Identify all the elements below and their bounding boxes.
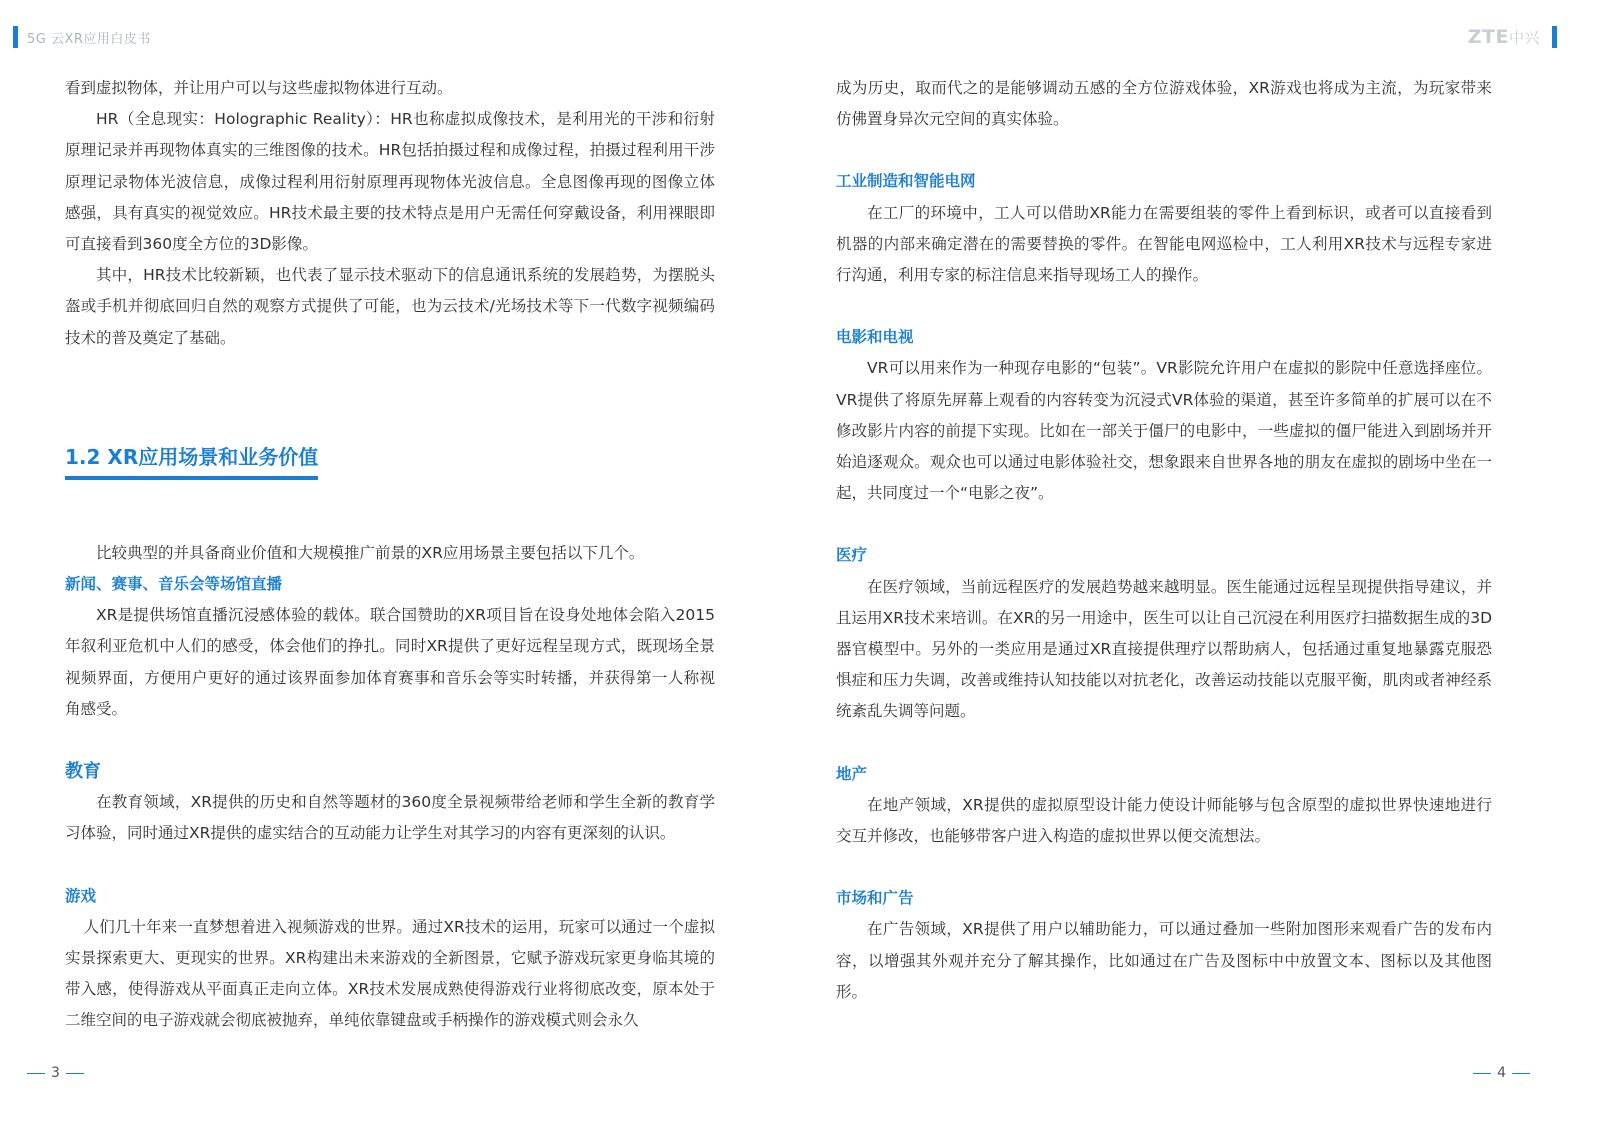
paragraph-scenes-intro: 比较典型的并具备商业价值和大规模推广前景的XR应用场景主要包括以下几个。 bbox=[96, 543, 645, 562]
paragraph-news: XR是提供场馆直播沉浸感体验的载体。联合国赞助的XR项目旨在设身处地体会陷入2015年叙利亚危机中人们的感受，体会他们的挣扎。同时XR提供了更好远程呈现方式，既现场全景视频界面，方便用户更好的通过该界面参加体育赛事和音乐会等实时转播，并获得第一人称视角感受。 bbox=[65, 606, 715, 718]
heading-film: 电影和电视 bbox=[836, 328, 914, 347]
logo-cjk: 中兴 bbox=[1508, 29, 1540, 47]
page-number-text: 4 bbox=[1497, 1065, 1506, 1081]
paragraph-education: 在教育领域，XR提供的历史和自然等题材的360度全景视频带给老师和学生全新的教育学习体验，同时通过XR提供的虚实结合的互动能力让学生对其学习的内容有更深刻的认识。 bbox=[65, 793, 715, 843]
heading-marketing: 市场和广告 bbox=[836, 889, 914, 908]
page-number-text: 3 bbox=[51, 1065, 60, 1081]
right-column bbox=[836, 73, 1492, 1008]
paragraph-real-estate: 在地产领域，XR提供的虚拟原型设计能力使设计师能够与包含原型的虚拟世界快速地进行交互并修改，也能够带客户进入构造的虚拟世界以便交流想法。 bbox=[836, 795, 1492, 846]
page-number-left bbox=[27, 1065, 84, 1081]
heading-real-estate: 地产 bbox=[836, 764, 868, 783]
paragraph-hr: HR（全息现实：Holographic Reality）：HR也称虚拟成像技术，是利用光的干涉和衍射原理记录并再现物体真实的三维图像的技术。HR包括拍摄过程和成像过程，拍摄过程利用干涉原理记录物体光波信息，成像过程利用衍射原理再现物体光波信息。全息图像再现的图像立体感强，具有真实的视觉效应。HR技术最主要的技术特点是用户无需任何穿戴设备，利用裸眼即可直接看到360度全方位的3D影像。 bbox=[65, 110, 715, 254]
section-heading: 1.2 XR应用场景和业务价值 bbox=[65, 442, 318, 480]
document-title: 5G 云XR应用白皮书 bbox=[27, 32, 151, 47]
page-number-line bbox=[66, 1073, 84, 1074]
page-number-line bbox=[1512, 1073, 1530, 1074]
page-number-line bbox=[27, 1073, 45, 1074]
page-number-right bbox=[1473, 1065, 1530, 1081]
heading-games: 游戏 bbox=[65, 886, 97, 905]
right-page bbox=[784, 0, 1568, 1104]
page-number-line bbox=[1473, 1073, 1491, 1074]
paragraph-intro-end: 看到虚拟物体，并让用户可以与这些虚拟物体进行互动。 bbox=[65, 79, 453, 97]
paragraph-medical: 在医疗领域，当前远程医疗的发展趋势越来越明显。医生能通过远程呈现提供指导建议，并且运用XR技术来培训。在XR的另一用途中，医生可以让自己沉浸在利用医疗扫描数据生成的3D器官模型中。另外的一类应用是通过XR直接提供理疗以帮助病人，包括通过重复地暴露克服恐惧症和压力失调，改善或维持认知技能以对抗老化，改善运动技能以克服平衡，肌肉或者神经系统紊乱失调等问题。 bbox=[836, 577, 1492, 721]
paragraph-games-continued: 成为历史，取而代之的是能够调动五感的全方位游戏体验，XR游戏也将成为主流，为玩家带来仿佛置身异次元空间的真实体验。 bbox=[836, 79, 1492, 129]
heading-industry: 工业制造和智能电网 bbox=[836, 172, 976, 191]
header-accent-bar bbox=[13, 26, 18, 48]
logo-latin: ZTE bbox=[1467, 26, 1509, 48]
paragraph-games: 人们几十年来一直梦想着进入视频游戏的世界。通过XR技术的运用，玩家可以通过一个虚拟实景探索更大、更现实的世界。XR构建出未来游戏的全新图景，它赋予游戏玩家更身临其境的带入感，使得游戏从平面真正走向立体。XR技术发展成熟使得游戏行业将彻底改变，原本处于二维空间的电子游戏就会彻底被抛弃，单纯依靠键盘或手柄操作的游戏模式则会永久 bbox=[65, 917, 715, 1030]
zte-logo bbox=[1468, 26, 1540, 48]
left-page bbox=[0, 0, 784, 1104]
paragraph-marketing: 在广告领域，XR提供了用户以辅助能力，可以通过叠加一些附加图形来观看广告的发布内容，以增强其外观并充分了解其操作，比如通过在广告及图标中中放置文本、图标以及其他图形。 bbox=[836, 920, 1492, 1001]
paragraph-film: VR可以用来作为一种现存电影的“包装”。VR影院允许用户在虚拟的影院中任意选择座位。VR提供了将原先屏幕上观看的内容转变为沉浸式VR体验的渠道，甚至许多简单的扩展可以在不修改影片内容的前提下实现。比如在一部关于僵尸的电影中，一些虚拟的僵尸能进入到剧场并开始追逐观众。观众也可以通过电影体验社交，想象跟来自世界各地的朋友在虚拟的剧场中坐在一起，共同度过一个“电影之夜”。 bbox=[836, 359, 1492, 503]
heading-news: 新闻、赛事、音乐会等场馆直播 bbox=[65, 575, 283, 594]
paragraph-hr-trend: 其中，HR技术比较新颖，也代表了显示技术驱动下的信息通讯系统的发展趋势，为摆脱头盔或手机并彻底回归自然的观察方式提供了可能，也为云技术/光场技术等下一代数字视频编码技术的普及奠定了基础。 bbox=[65, 266, 715, 347]
paragraph-industry: 在工厂的环境中，工人可以借助XR能力在需要组装的零件上看到标识，或者可以直接看到机器的内部来确定潜在的需要替换的零件。在智能电网巡检中，工人利用XR技术与远程专家进行沟通，利用专家的标注信息来指导现场工人的操作。 bbox=[836, 203, 1492, 285]
header-accent-bar-right bbox=[1552, 26, 1557, 48]
heading-medical: 医疗 bbox=[836, 546, 868, 565]
heading-education: 教育 bbox=[65, 761, 101, 783]
left-column bbox=[65, 73, 715, 1037]
